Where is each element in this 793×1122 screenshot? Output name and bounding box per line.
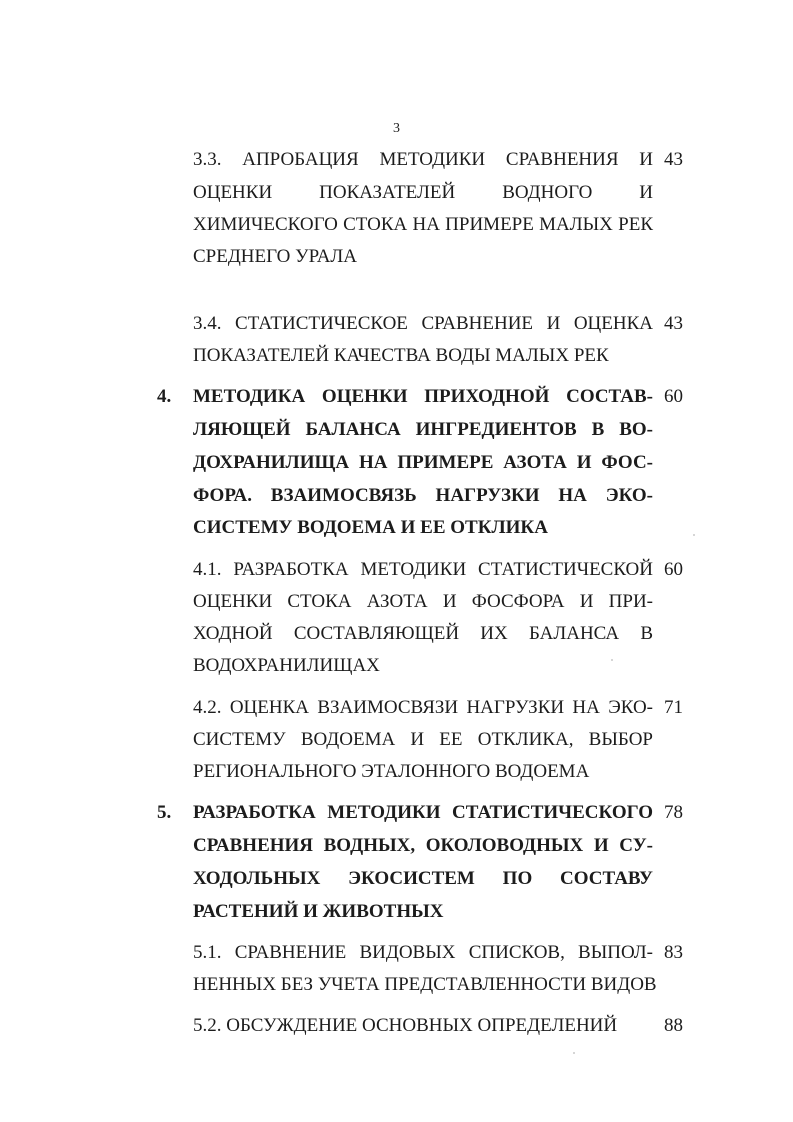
toc-entry-line: НЕННЫХ БЕЗ УЧЕТА ПРЕДСТАВЛЕННОСТИ ВИДОВ — [193, 974, 657, 995]
toc-entry-line: 4.2. ОЦЕНКА ВЗАИМОСВЯЗИ НАГРУЗКИ НА ЭКО- — [193, 697, 653, 718]
scan-speck — [693, 534, 695, 536]
toc-entry-line: 4.1. РАЗРАБОТКА МЕТОДИКИ СТАТИСТИЧЕСКОЙ — [193, 559, 653, 580]
toc-page-ref: 60 — [664, 559, 683, 580]
toc-entry-line: ХИМИЧЕСКОГО СТОКА НА ПРИМЕРЕ МАЛЫХ РЕК — [193, 214, 653, 235]
toc-entry-line: СРЕДНЕГО УРАЛА — [193, 246, 358, 267]
scan-speck — [611, 659, 613, 661]
toc-entry-line: 3.3. АПРОБАЦИЯ МЕТОДИКИ СРАВНЕНИЯ И — [193, 149, 653, 170]
chapter-number: 5. — [157, 802, 172, 823]
toc-page-ref: 88 — [664, 1015, 683, 1036]
page-number: 3 — [393, 121, 400, 136]
toc-page-ref: 71 — [664, 697, 683, 718]
toc-page-ref: 78 — [664, 802, 683, 823]
toc-entry-line: 5.2. ОБСУЖДЕНИЕ ОСНОВНЫХ ОПРЕДЕЛЕНИЙ — [193, 1015, 618, 1036]
scan-speck — [573, 1052, 575, 1054]
toc-entry-line: ПОКАЗАТЕЛЕЙ КАЧЕСТВА ВОДЫ МАЛЫХ РЕК — [193, 345, 609, 366]
toc-entry-line: ДОХРАНИЛИЩА НА ПРИМЕРЕ АЗОТА И ФОС- — [193, 452, 653, 473]
toc-entry-line: СИСТЕМУ ВОДОЕМА И ЕЕ ОТКЛИКА, ВЫБОР — [193, 729, 653, 750]
toc-entry-line: СИСТЕМУ ВОДОЕМА И ЕЕ ОТКЛИКА — [193, 517, 548, 538]
toc-entry-line: 3.4. СТАТИСТИЧЕСКОЕ СРАВНЕНИЕ И ОЦЕНКА — [193, 313, 653, 334]
toc-entry-line: ОЦЕНКИ ПОКАЗАТЕЛЕЙ ВОДНОГО И — [193, 182, 653, 203]
toc-entry-line: РАСТЕНИЙ И ЖИВОТНЫХ — [193, 901, 444, 922]
toc-entry-line: ФОРА. ВЗАИМОСВЯЗЬ НАГРУЗКИ НА ЭКО- — [193, 485, 653, 506]
toc-entry-line: 5.1. СРАВНЕНИЕ ВИДОВЫХ СПИСКОВ, ВЫПОЛ- — [193, 942, 653, 963]
toc-page-ref: 43 — [664, 313, 683, 334]
toc-entry-line: СРАВНЕНИЯ ВОДНЫХ, ОКОЛОВОДНЫХ И СУ- — [193, 835, 653, 856]
toc-entry-line: ВОДОХРАНИЛИЩАХ — [193, 655, 380, 676]
toc-entry-line: РЕГИОНАЛЬНОГО ЭТАЛОННОГО ВОДОЕМА — [193, 761, 590, 782]
toc-page-ref: 83 — [664, 942, 683, 963]
toc-entry-line: ХОДОЛЬНЫХ ЭКОСИСТЕМ ПО СОСТАВУ — [193, 868, 653, 889]
toc-entry-line: ЛЯЮЩЕЙ БАЛАНСА ИНГРЕДИЕНТОВ В ВО- — [193, 419, 653, 440]
toc-entry-line: ОЦЕНКИ СТОКА АЗОТА И ФОСФОРА И ПРИ- — [193, 591, 653, 612]
chapter-number: 4. — [157, 386, 172, 407]
toc-page-ref: 60 — [664, 386, 683, 407]
toc-page-ref: 43 — [664, 149, 683, 170]
toc-entry-line: МЕТОДИКА ОЦЕНКИ ПРИХОДНОЙ СОСТАВ- — [193, 386, 653, 407]
toc-entry-line: РАЗРАБОТКА МЕТОДИКИ СТАТИСТИЧЕСКОГО — [193, 802, 653, 823]
toc-entry-line: ХОДНОЙ СОСТАВЛЯЮЩЕЙ ИХ БАЛАНСА В — [193, 623, 653, 644]
